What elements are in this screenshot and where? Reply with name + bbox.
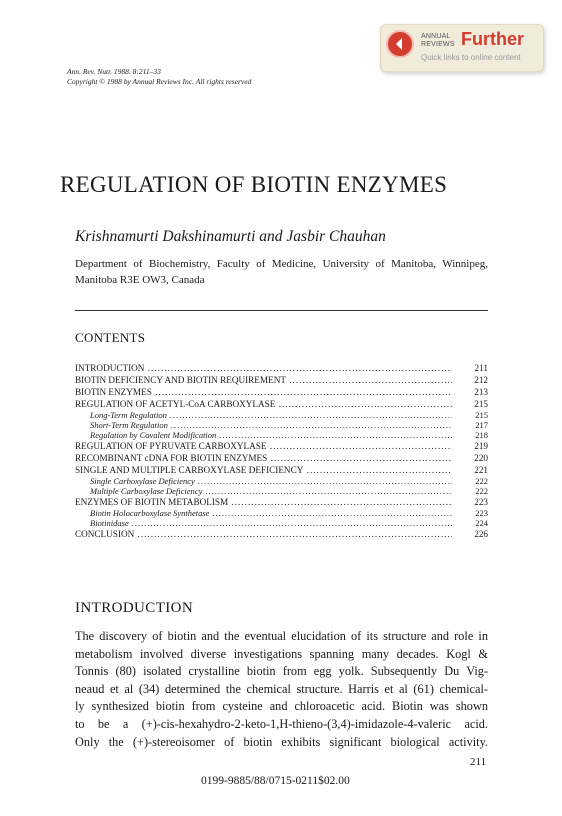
- toc-subentry[interactable]: [75, 410, 488, 420]
- toc-entry-label: Regulation by Covalent Modification .....: [90, 430, 452, 440]
- table-of-contents: [75, 362, 488, 540]
- toc-entry-page: 213: [464, 386, 488, 398]
- toc-entry-label: Multiple Carboxylase Deficiency .....: [90, 486, 452, 496]
- body-line: neaud et al (34) determined the chemical structure. Harris et al (61) chemical-: [75, 681, 488, 696]
- issn-code: 0199-9885/88/0715-0211$02.00: [201, 775, 350, 787]
- toc-entry-page: 218: [464, 430, 488, 440]
- badge-further-text: Further: [461, 29, 524, 49]
- toc-entry-page: 211: [464, 362, 488, 374]
- toc-entry-page: 223: [464, 496, 488, 508]
- toc-entry-label: ENZYMES OF BIOTIN METABOLISM .....: [75, 496, 452, 508]
- body-line: The discovery of biotin and the eventual elucidation of its structure and role in: [75, 629, 488, 643]
- further-arrow-icon: [388, 32, 412, 56]
- page-number: 211: [470, 756, 487, 768]
- toc-entry-label: REGULATION OF PYRUVATE CARBOXYLASE .....: [75, 440, 452, 452]
- further-badge[interactable]: [380, 24, 544, 72]
- toc-entry-label: REGULATION OF ACETYL-CoA CARBOXYLASE .....: [75, 398, 452, 410]
- toc-subentry[interactable]: [75, 486, 488, 496]
- journal-citation-line: Ann. Rev. Nutr. 1988. 8:211–33: [67, 67, 161, 76]
- toc-entry-label: SINGLE AND MULTIPLE CARBOXYLASE DEFICIENCY .....: [75, 464, 452, 476]
- toc-entry-label: Single Carboxylase Deficiency .....: [90, 476, 452, 486]
- toc-entry[interactable]: [75, 398, 488, 410]
- toc-entry-page: 223: [464, 508, 488, 518]
- toc-entry-label: BIOTIN ENZYMES .....: [75, 386, 452, 398]
- toc-subentry[interactable]: [75, 476, 488, 486]
- body-line: Only the (+)-stereoisomer of biotin exhibits significant biological activity.: [75, 734, 488, 749]
- badge-annual-text: ANNUAL: [421, 33, 451, 40]
- body-line: ly synthesized biotin from cysteine and chloroacetic acid. Biotin was shown: [75, 699, 488, 714]
- badge-tagline: Quick links to online content: [421, 53, 521, 62]
- toc-entry-page: 212: [464, 374, 488, 386]
- toc-entry[interactable]: [75, 362, 488, 374]
- toc-entry-page: 222: [464, 486, 488, 496]
- toc-entry[interactable]: [75, 452, 488, 464]
- toc-entry-page: 215: [464, 398, 488, 410]
- toc-entry[interactable]: [75, 464, 488, 476]
- body-line: to be a (+)-cis-hexahydro-2-keto-1,H-thieno-(3,4)-imidazole-4-valeric acid.: [75, 716, 488, 731]
- introduction-heading: INTRODUCTION: [75, 600, 194, 616]
- toc-entry-page: 220: [464, 452, 488, 464]
- toc-entry-page: 221: [464, 464, 488, 476]
- article-title: REGULATION OF BIOTIN ENZYMES: [60, 172, 448, 197]
- toc-entry[interactable]: [75, 374, 488, 386]
- author-affiliation: Department of Biochemistry, Faculty of Medicine, University of Manitoba, Winnipeg, Manitoba R3E OW3, Canada: [75, 258, 488, 286]
- toc-entry-label: Biotin Holocarboxylase Synthetase .....: [90, 508, 452, 518]
- toc-entry-page: 226: [464, 528, 488, 540]
- toc-entry-page: 217: [464, 420, 488, 430]
- contents-heading: CONTENTS: [75, 330, 146, 345]
- toc-entry-label: Short-Term Regulation .....: [90, 420, 452, 430]
- toc-entry[interactable]: [75, 386, 488, 398]
- body-line: Tonnis (80) isolated crystalline biotin from egg yolk. Subsequently Du Vig-: [75, 664, 488, 679]
- journal-citation: [67, 67, 251, 87]
- toc-subentry[interactable]: [75, 518, 488, 528]
- article-authors: Krishnamurti Dakshinamurti and Jasbir Chauhan: [75, 228, 386, 245]
- toc-subentry[interactable]: [75, 508, 488, 518]
- toc-entry-label: CONCLUSION .....: [75, 528, 452, 540]
- toc-entry-label: RECOMBINANT cDNA FOR BIOTIN ENZYMES .....: [75, 452, 452, 464]
- toc-entry[interactable]: [75, 440, 488, 452]
- toc-entry-page: 222: [464, 476, 488, 486]
- toc-entry-label: Biotinidase .....: [90, 518, 452, 528]
- body-line: metabolism involved diverse investigations spanning many decades. Kogl &: [75, 646, 488, 661]
- toc-entry-page: 224: [464, 518, 488, 528]
- toc-entry-page: 215: [464, 410, 488, 420]
- copyright-line: Copyright © 1988 by Annual Reviews Inc. All rights reserved: [67, 77, 252, 86]
- section-divider: [75, 310, 488, 311]
- toc-entry-page: 219: [464, 440, 488, 452]
- toc-entry-label: INTRODUCTION .....: [75, 362, 452, 374]
- toc-subentry[interactable]: [75, 420, 488, 430]
- toc-entry[interactable]: [75, 496, 488, 508]
- introduction-body: [75, 628, 488, 751]
- badge-reviews-text: REVIEWS: [421, 41, 455, 48]
- toc-entry[interactable]: [75, 528, 488, 540]
- toc-entry-label: Long-Term Regulation .....: [90, 410, 452, 420]
- toc-subentry[interactable]: [75, 430, 488, 440]
- toc-entry-label: BIOTIN DEFICIENCY AND BIOTIN REQUIREMENT .....: [75, 374, 452, 386]
